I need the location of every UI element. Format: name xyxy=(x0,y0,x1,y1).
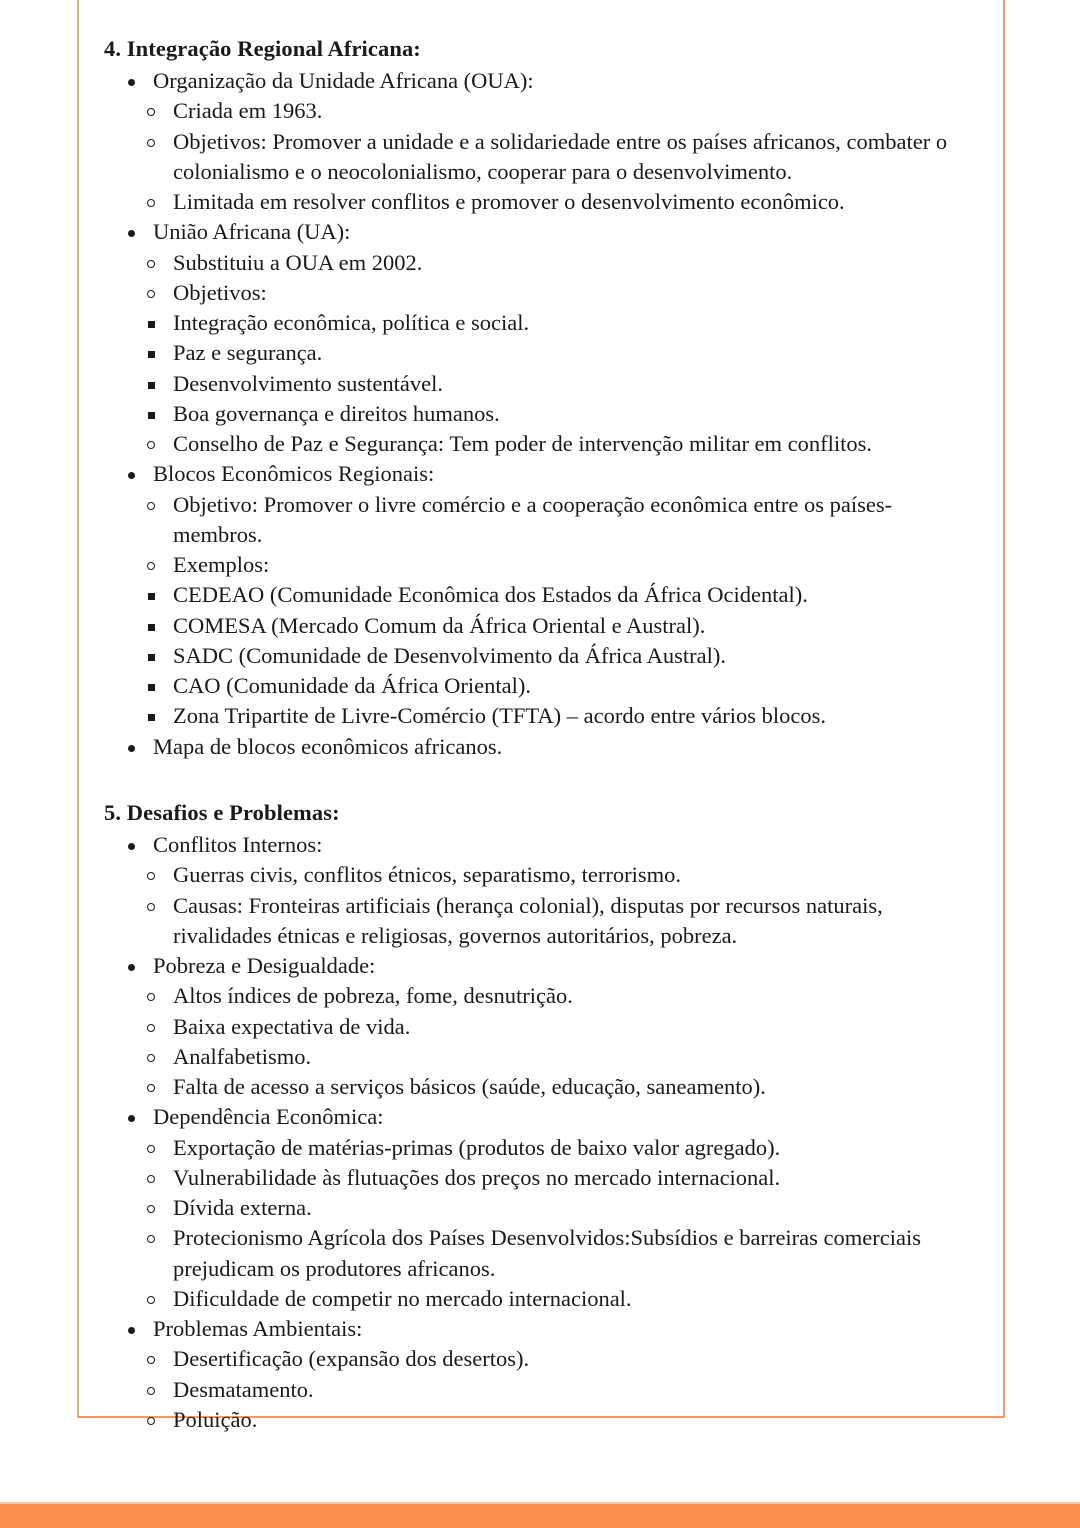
list-item-text: Guerras civis, conflitos étnicos, separatismo, terrorismo. xyxy=(173,862,681,888)
section-5-list-conflitos xyxy=(122,830,980,860)
list-item xyxy=(142,369,980,399)
list-item-text: Conflitos Internos: xyxy=(153,832,323,858)
bullet-square-icon xyxy=(148,412,155,419)
list-item xyxy=(142,1405,980,1435)
bullet-circle-icon xyxy=(147,993,155,1001)
bullet-circle-icon xyxy=(147,872,155,880)
section-4-sublist-ua-cont xyxy=(142,429,980,459)
section-4-sublist-blocos xyxy=(142,490,980,581)
list-item xyxy=(122,732,980,762)
list-item-text: Causas: Fronteiras artificiais (herança colonial), disputas por recursos naturais, rivalidades étnicas e religiosas, governos autoritários, pobreza. xyxy=(173,892,883,948)
bullet-disc-icon xyxy=(128,843,135,850)
bullet-square-icon xyxy=(148,624,155,631)
list-item-text: Zona Tripartite de Livre-Comércio (TFTA) – acordo entre vários blocos. xyxy=(173,703,827,729)
bullet-circle-icon xyxy=(147,1024,155,1032)
list-item xyxy=(142,1163,980,1193)
bullet-square-icon xyxy=(148,714,155,721)
bullet-circle-icon xyxy=(147,502,155,510)
list-item-text: Analfabetismo. xyxy=(173,1043,312,1069)
list-item xyxy=(142,187,980,217)
footer-orange-bar xyxy=(0,1504,1080,1528)
list-item xyxy=(142,308,980,338)
bullet-circle-icon xyxy=(147,1175,155,1183)
bullet-circle-icon xyxy=(147,1054,155,1062)
list-item-text: Paz e segurança. xyxy=(173,340,323,366)
list-item-text: Exportação de matérias-primas (produtos de baixo valor agregado). xyxy=(173,1134,781,1160)
section-4-objectives-list xyxy=(142,308,980,429)
list-item-text: Altos índices de pobreza, fome, desnutrição. xyxy=(173,983,573,1009)
list-item xyxy=(142,248,980,278)
list-item-text: Objetivo: Promover o livre comércio e a cooperação econômica entre os países-membros. xyxy=(173,491,893,547)
list-item xyxy=(142,671,980,701)
bullet-square-icon xyxy=(148,351,155,358)
list-item xyxy=(142,1012,980,1042)
list-item-text: SADC (Comunidade de Desenvolvimento da África Austral). xyxy=(173,642,727,668)
bullet-disc-icon xyxy=(128,79,135,86)
list-item xyxy=(122,951,980,981)
list-item xyxy=(142,611,980,641)
list-item xyxy=(142,490,980,551)
list-item-text: Vulnerabilidade às flutuações dos preços no mercado internacional. xyxy=(173,1164,781,1190)
bullet-circle-icon xyxy=(147,260,155,268)
list-item-text: Falta de acesso a serviços básicos (saúde, educação, saneamento). xyxy=(173,1074,766,1100)
bullet-circle-icon xyxy=(147,1235,155,1243)
list-item xyxy=(142,96,980,126)
list-item xyxy=(142,641,980,671)
list-item xyxy=(142,1223,980,1284)
bullet-disc-icon xyxy=(128,1115,135,1122)
bullet-circle-icon xyxy=(147,108,155,116)
list-item-text: Boa governança e direitos humanos. xyxy=(173,400,500,426)
list-item-text: União Africana (UA): xyxy=(153,219,351,245)
section-4-sublist-ua xyxy=(142,248,980,309)
section-4-list-blocos xyxy=(122,459,980,489)
section-4-list-mapa xyxy=(122,732,980,762)
list-item-text: Baixa expectativa de vida. xyxy=(173,1013,411,1039)
list-item-text: Dependência Econômica: xyxy=(153,1104,384,1130)
list-item xyxy=(142,1284,980,1314)
bullet-square-icon xyxy=(148,654,155,661)
list-item-text: Limitada em resolver conflitos e promover o desenvolvimento econômico. xyxy=(173,189,845,215)
section-5-list-dependencia xyxy=(122,1102,980,1132)
list-item-text: Organização da Unidade Africana (OUA): xyxy=(153,68,534,94)
bullet-disc-icon xyxy=(128,472,135,479)
list-item xyxy=(142,399,980,429)
list-item-text: Objetivos: Promover a unidade e a solidariedade entre os países africanos, combater o colonialismo e o neocolonialismo, cooperar para o desenvolvimento. xyxy=(173,128,948,184)
bullet-square-icon xyxy=(148,684,155,691)
list-item-text: Mapa de blocos econômicos africanos. xyxy=(153,733,503,759)
bullet-disc-icon xyxy=(128,964,135,971)
bullet-circle-icon xyxy=(147,1417,155,1425)
list-item xyxy=(122,217,980,247)
list-item-text: Blocos Econômicos Regionais: xyxy=(153,461,435,487)
list-item xyxy=(142,860,980,890)
bullet-disc-icon xyxy=(128,230,135,237)
section-5-sublist-ambientais xyxy=(142,1344,980,1435)
list-item-text: Conselho de Paz e Segurança: Tem poder de intervenção militar em conflitos. xyxy=(173,431,873,457)
bullet-circle-icon xyxy=(147,139,155,147)
bullet-disc-icon xyxy=(128,1327,135,1334)
list-item xyxy=(122,1314,980,1344)
bullet-circle-icon xyxy=(147,1296,155,1304)
bullet-circle-icon xyxy=(147,199,155,207)
bullet-square-icon xyxy=(148,593,155,600)
list-item xyxy=(142,338,980,368)
document-body xyxy=(104,34,980,1435)
bullet-circle-icon xyxy=(147,1084,155,1092)
section-5 xyxy=(104,798,980,1435)
list-item-text: Desmatamento. xyxy=(173,1376,314,1402)
section-5-sublist-pobreza xyxy=(142,981,980,1102)
list-item xyxy=(142,1344,980,1374)
section-5-list-ambientais xyxy=(122,1314,980,1344)
section-4-list-ua xyxy=(122,217,980,247)
list-item-text: Objetivos: xyxy=(173,279,267,305)
section-4-examples-list xyxy=(142,580,980,731)
section-5-sublist-conflitos xyxy=(142,860,980,951)
list-item xyxy=(142,1193,980,1223)
section-4-sublist-oua xyxy=(142,96,980,217)
list-item xyxy=(142,127,980,188)
bullet-circle-icon xyxy=(147,1145,155,1153)
list-item-text: Problemas Ambientais: xyxy=(153,1316,363,1342)
bullet-circle-icon xyxy=(147,1205,155,1213)
bullet-square-icon xyxy=(148,382,155,389)
list-item xyxy=(142,278,980,308)
section-heading: 5. Desafios e Problemas: xyxy=(104,799,340,825)
list-item-text: Desertificação (expansão dos desertos). xyxy=(173,1346,530,1372)
bullet-circle-icon xyxy=(147,903,155,911)
list-item-text: CEDEAO (Comunidade Econômica dos Estados da África Ocidental). xyxy=(173,582,808,608)
list-item xyxy=(142,550,980,580)
bullet-circle-icon xyxy=(147,441,155,449)
list-item xyxy=(142,701,980,731)
list-item xyxy=(142,1042,980,1072)
list-item-text: Pobreza e Desigualdade: xyxy=(153,953,376,979)
list-item-text: CAO (Comunidade da África Oriental). xyxy=(173,673,532,699)
list-item-text: Criada em 1963. xyxy=(173,98,323,124)
list-item xyxy=(142,1072,980,1102)
section-heading: 4. Integração Regional Africana: xyxy=(104,36,421,61)
list-item-text: Protecionismo Agrícola dos Países Desenvolvidos:Subsídios e barreiras comerciais prejudicam os produtores africanos. xyxy=(173,1225,921,1281)
bullet-square-icon xyxy=(148,321,155,328)
section-5-list-pobreza xyxy=(122,951,980,981)
bullet-disc-icon xyxy=(128,745,135,752)
list-item-text: Dívida externa. xyxy=(173,1195,312,1221)
list-item xyxy=(142,891,980,952)
bullet-circle-icon xyxy=(147,1356,155,1364)
list-item-text: Poluição. xyxy=(173,1406,258,1432)
section-4-list xyxy=(122,66,980,96)
list-item-text: Substituiu a OUA em 2002. xyxy=(173,249,423,275)
list-item-text: Desenvolvimento sustentável. xyxy=(173,370,443,396)
list-item xyxy=(142,429,980,459)
bullet-circle-icon xyxy=(147,290,155,298)
list-item xyxy=(122,66,980,96)
list-item-text: Integração econômica, política e social. xyxy=(173,310,530,336)
list-item-text: Exemplos: xyxy=(173,552,270,578)
list-item-text: Dificuldade de competir no mercado internacional. xyxy=(173,1285,632,1311)
list-item-text: COMESA (Mercado Comum da África Oriental e Austral). xyxy=(173,612,706,638)
section-5-sublist-dependencia xyxy=(142,1133,980,1315)
bullet-circle-icon xyxy=(147,562,155,570)
list-item xyxy=(142,580,980,610)
list-item xyxy=(142,1375,980,1405)
list-item xyxy=(122,1102,980,1132)
bullet-circle-icon xyxy=(147,1387,155,1395)
list-item xyxy=(142,981,980,1011)
list-item xyxy=(122,830,980,860)
list-item xyxy=(142,1133,980,1163)
list-item xyxy=(122,459,980,489)
section-4 xyxy=(104,34,980,762)
